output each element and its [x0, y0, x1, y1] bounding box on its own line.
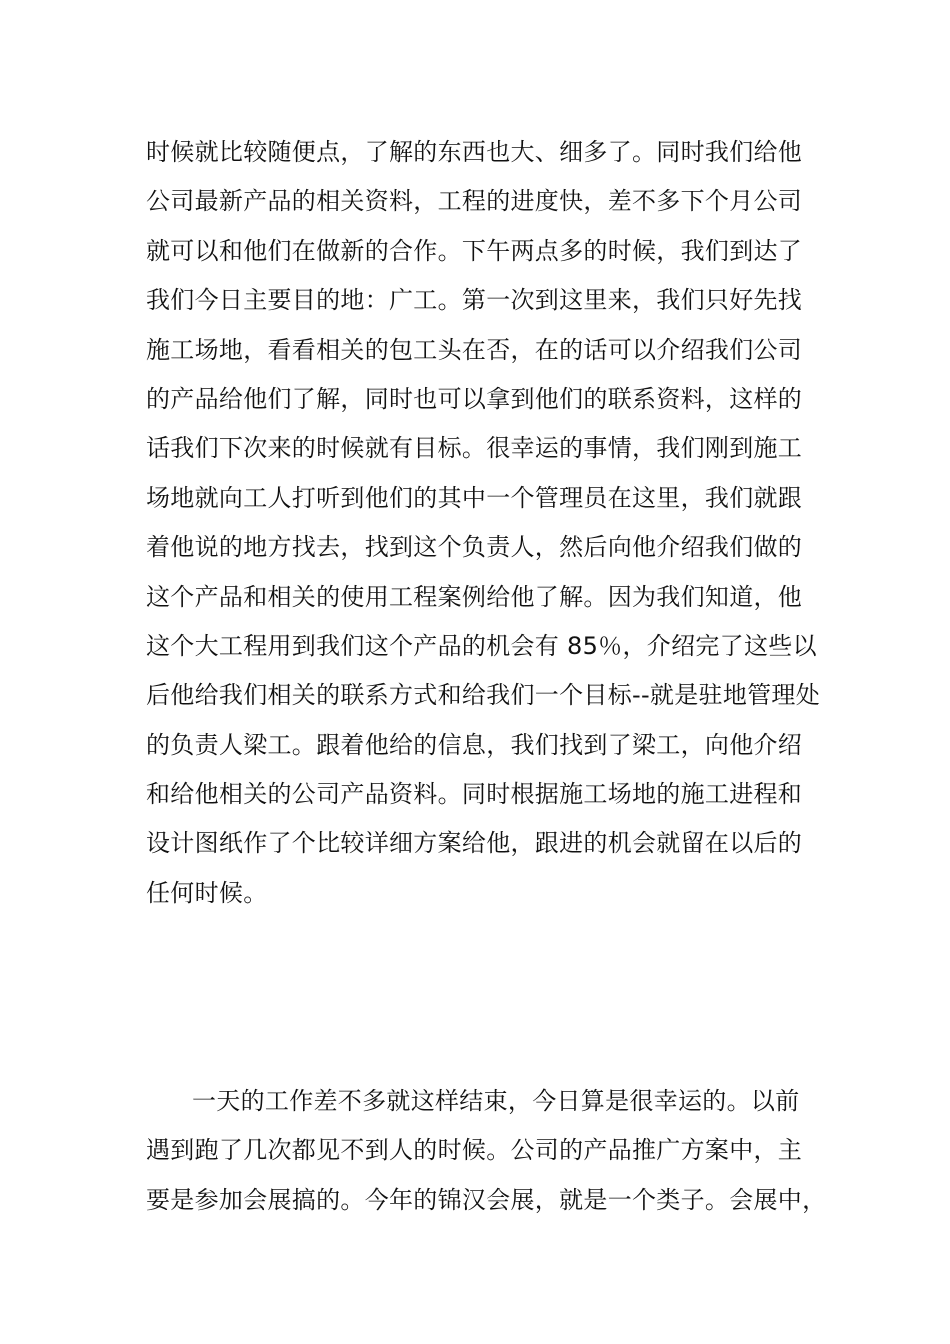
- paragraph-line: 的负责人梁工。跟着他给的信息，我们找到了梁工，向他介绍: [146, 730, 803, 759]
- paragraph-2: [146, 1077, 826, 1225]
- paragraph-line: 这个大工程用到我们这个产品的机会有 85％，介绍完了这些以: [146, 631, 817, 660]
- paragraph-line: 一天的工作差不多就这样结束，今日算是很幸运的。以前: [192, 1087, 800, 1115]
- paragraph-line: 任何时候。: [146, 878, 268, 907]
- paragraph-line: 公司最新产品的相关资料，工程的进度快，差不多下个月公司: [146, 187, 803, 216]
- paragraph-line: 要是参加会展搞的。今年的锦汉会展，就是一个类子。会展中，: [146, 1185, 827, 1214]
- paragraph-line: 场地就向工人打听到他们的其中一个管理员在这里，我们就跟: [146, 483, 803, 512]
- paragraph-line: 和给他相关的公司产品资料。同时根据施工场地的施工进程和: [146, 780, 803, 809]
- paragraph-line: 设计图纸作了个比较详细方案给他，跟进的机会就留在以后的: [146, 829, 803, 858]
- paragraph-line: 就可以和他们在做新的合作。下午两点多的时候，我们到达了: [146, 236, 803, 265]
- paragraph-line: 话我们下次来的时候就有目标。很幸运的事情，我们刚到施工: [146, 434, 803, 463]
- paragraph-line: 后他给我们相关的联系方式和给我们一个目标--就是驻地管理处: [146, 681, 821, 710]
- paragraph-1: [146, 128, 826, 918]
- paragraph-line: 着他说的地方找去，找到这个负责人，然后向他介绍我们做的: [146, 533, 803, 562]
- paragraph-line: 我们今日主要目的地：广工。第一次到这里来，我们只好先找: [146, 286, 803, 315]
- paragraph-line: 时候就比较随便点，了解的东西也大、细多了。同时我们给他: [146, 138, 803, 166]
- paragraph-line: 这个产品和相关的使用工程案例给他了解。因为我们知道，他: [146, 582, 803, 611]
- paragraph-line: 遇到跑了几次都见不到人的时候。公司的产品推广方案中，主: [146, 1136, 803, 1165]
- paragraph-line: 的产品给他们了解，同时也可以拿到他们的联系资料，这样的: [146, 384, 803, 413]
- paragraph-line: 施工场地，看看相关的包工头在否，在的话可以介绍我们公司: [146, 335, 803, 364]
